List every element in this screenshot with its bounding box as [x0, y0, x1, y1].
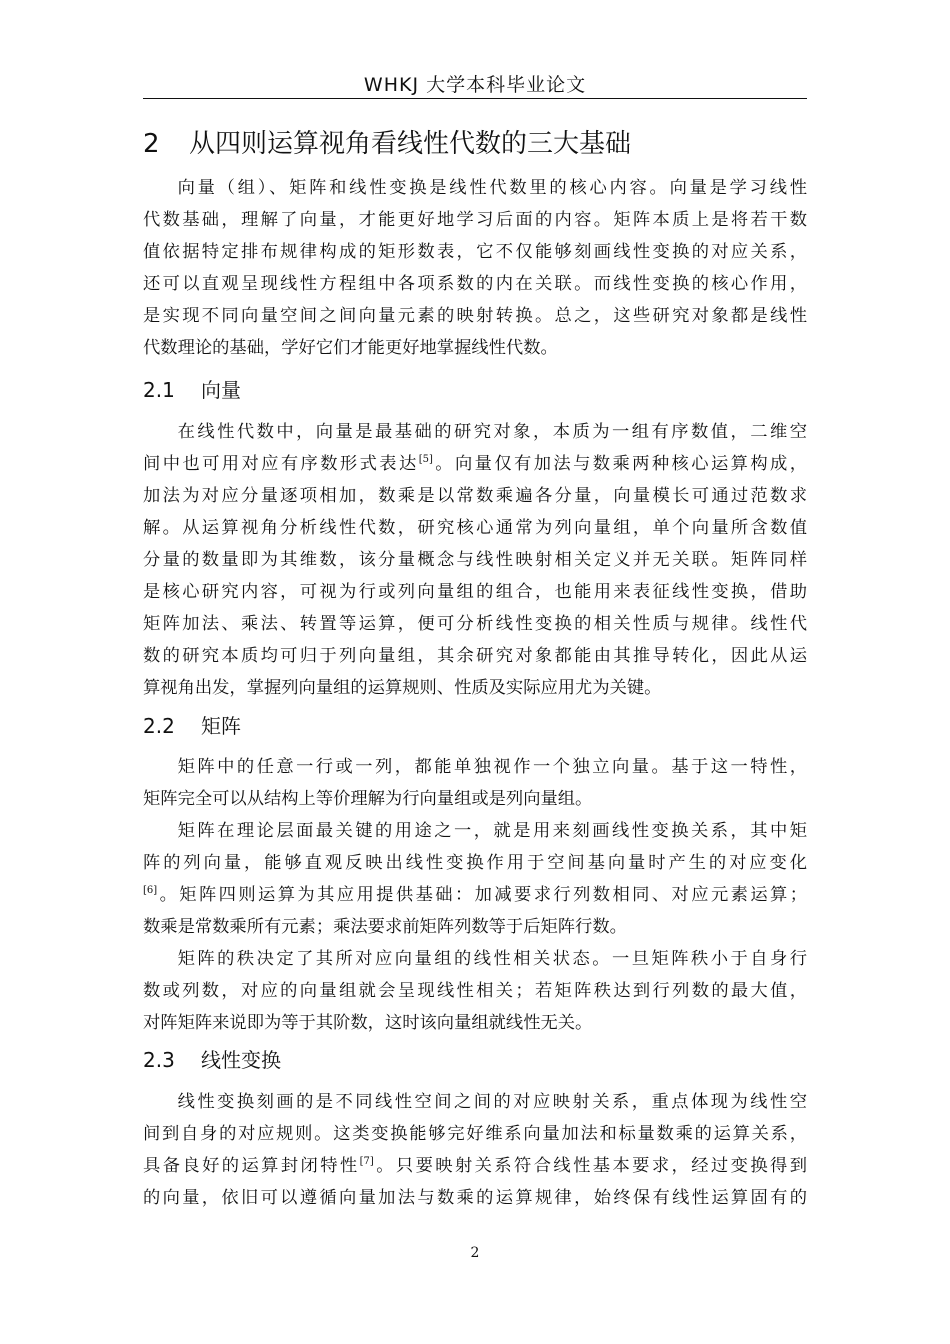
text-fragment: 。向量仅有加法与数乘两种核心运算构成，: [432, 454, 807, 474]
section-heading-2-3: [143, 1044, 807, 1073]
section-title: 向量: [201, 378, 241, 402]
chapter-number: 2: [143, 129, 160, 159]
section-2-1-paragraph: [143, 416, 807, 704]
text-line: 在线性代数中，向量是最基础的研究对象，本质为一组有序数值，二维空: [177, 422, 807, 442]
text-line: 矩阵加法、乘法、转置等运算，便可分析线性变换的相关性质与规律。线性代: [143, 614, 807, 634]
text-line: 数或列数，对应的向量组就会呈现线性相关；若矩阵秩达到行列数的最大值，: [143, 981, 807, 1001]
header-rule: [143, 98, 807, 99]
text-line: 代数理论的基础，学好它们才能更好地掌握线性代数。: [143, 338, 558, 358]
chapter-title: 从四则运算视角看线性代数的三大基础: [189, 129, 632, 159]
text-line: 矩阵中的任意一行或一列，都能单独视作一个独立向量。基于这一特性，: [177, 757, 807, 777]
text-line: 是核心研究内容，可视为行或列向量组的组合，也能用来表征线性变换，借助: [143, 582, 807, 602]
section-heading-2-1: [143, 374, 807, 403]
text-line-with-citation: [143, 1150, 807, 1182]
chapter-heading: [143, 123, 807, 160]
text-line: 代数基础，理解了向量，才能更好地学习后面的内容。矩阵本质上是将若干数: [143, 210, 807, 230]
text-line: 是实现不同向量空间之间向量元素的映射转换。总之，这些研究对象都是线性: [143, 306, 807, 326]
citation-6: [6]: [143, 885, 158, 897]
text-line: 数的研究本质均可归于列向量组，其余研究对象都能由其推导转化，因此从运: [143, 646, 807, 666]
text-line: 矩阵完全可以从结构上等价理解为行向量组或是列向量组。: [143, 789, 593, 809]
citation-5: [5]: [418, 454, 433, 466]
citation-7: [7]: [359, 1156, 374, 1168]
running-header: WHKJ 大学本科毕业论文: [363, 74, 587, 96]
intro-paragraph: [143, 172, 807, 364]
text-line: 值依据特定排布规律构成的矩形数表，它不仅能够刻画线性变换的对应关系，: [143, 242, 807, 262]
page-number: 2: [470, 1245, 480, 1261]
section-number: 2.1: [143, 378, 175, 402]
text-line: 的向量，依旧可以遵循向量加法与数乘的运算规律，始终保有线性运算固有的: [143, 1188, 807, 1208]
text-line: 矩阵的秩决定了其所对应向量组的线性相关状态。一旦矩阵秩小于自身行: [177, 949, 807, 969]
text-line: 数乘是常数乘所有元素；乘法要求前矩阵列数等于后矩阵行数。: [143, 917, 627, 937]
text-line: 间到自身的对应规则。这类变换能够完好维系向量加法和标量数乘的运算关系，: [143, 1124, 807, 1144]
text-line: 矩阵在理论层面最关键的用途之一，就是用来刻画线性变换关系，其中矩: [177, 821, 807, 841]
text-line: 加法为对应分量逐项相加，数乘是以常数乘遍各分量，向量模长可通过范数求: [143, 486, 807, 506]
text-line: 对阵矩阵来说即为等于其阶数，这时该向量组就线性无关。: [143, 1013, 593, 1033]
section-2-2-paragraphs: [143, 751, 807, 1039]
text-line: 解。从运算视角分析线性代数，研究核心通常为列向量组，单个向量所含数值: [143, 518, 807, 538]
section-2-3-paragraph: [143, 1086, 807, 1214]
text-line: 分量的数量即为其维数，该分量概念与线性映射相关定义并无关联。矩阵同样: [143, 550, 807, 570]
text-line-with-citation: [143, 448, 807, 480]
text-fragment: 。矩阵四则运算为其应用提供基础：加减要求行列数相同、对应元素运算；: [157, 885, 807, 905]
section-title: 矩阵: [201, 714, 241, 738]
text-line: 线性变换刻画的是不同线性空间之间的对应映射关系，重点体现为线性空: [177, 1092, 807, 1112]
text-fragment: 具备良好的运算封闭特性: [143, 1156, 360, 1176]
section-number: 2.3: [143, 1048, 175, 1072]
section-title: 线性变换: [201, 1048, 281, 1072]
text-line-with-citation: [143, 879, 807, 911]
section-number: 2.2: [143, 714, 175, 738]
text-line: 算视角出发，掌握列向量组的运算规则、性质及实际应用尤为关键。: [143, 678, 662, 698]
text-fragment: 间中也可用对应有序数形式表达: [143, 454, 419, 474]
text-line: 向量（组）、矩阵和线性变换是线性代数里的核心内容。向量是学习线性: [177, 178, 807, 198]
text-fragment: 。只要映射关系符合线性基本要求，经过变换得到: [373, 1156, 807, 1176]
text-line: 还可以直观呈现线性方程组中各项系数的内在关联。而线性变换的核心作用，: [143, 274, 807, 294]
text-line: 阵的列向量，能够直观反映出线性变换作用于空间基向量时产生的对应变化: [143, 853, 807, 873]
section-heading-2-2: [143, 710, 807, 739]
